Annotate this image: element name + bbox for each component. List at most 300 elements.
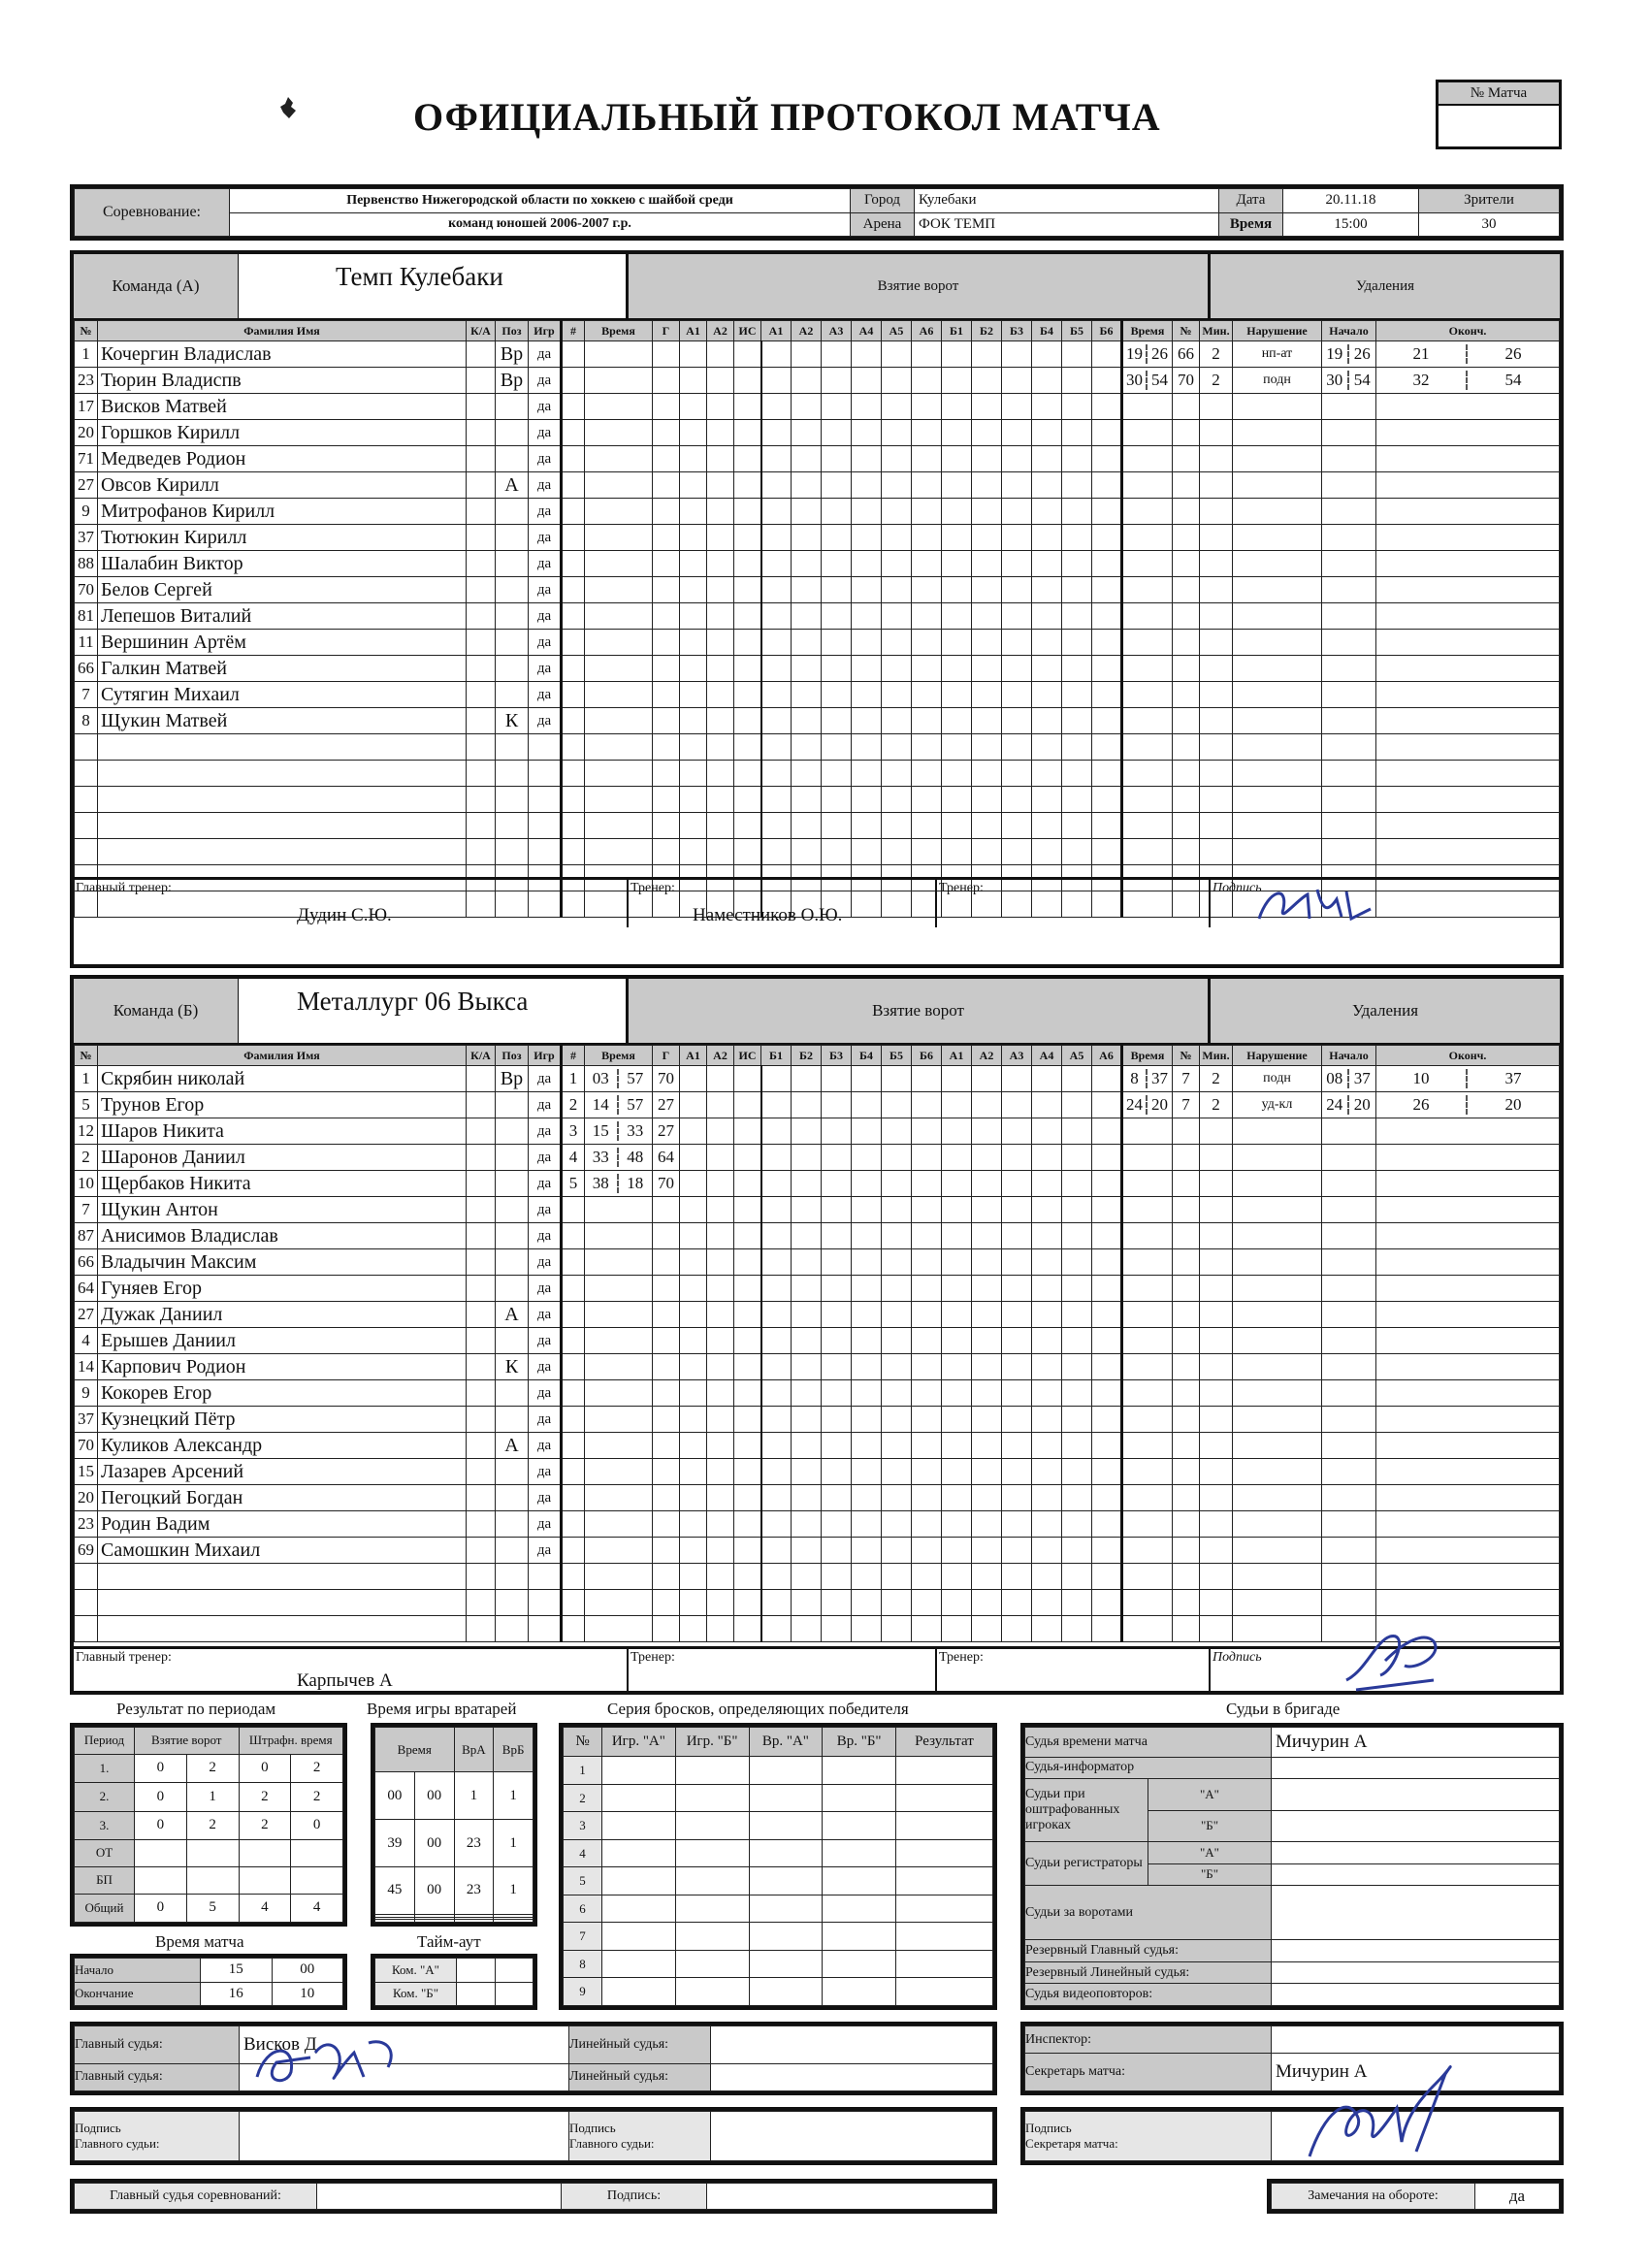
goal-cell [882,1249,912,1276]
goal-cell [1092,1118,1122,1145]
goal-cell [972,656,1002,682]
goal-cell [1062,1223,1092,1249]
player-name: Щукин Матвей [98,708,467,734]
goal-cell [761,630,792,656]
roster-row [75,1197,1560,1223]
goal-cell [912,787,942,813]
penalty-end [1376,1092,1560,1118]
goal-cell [792,551,822,577]
goal-cell [942,341,972,368]
timekeeper-label: Судья времени матча [1025,1728,1272,1758]
goal-cell [942,630,972,656]
penalty-time [1122,1302,1173,1328]
goal-number [562,839,585,865]
goal-cell [761,1564,792,1590]
col-goal-num: # [562,321,585,341]
goal-time [585,341,653,368]
goal-cell [852,1197,882,1223]
goal-cell [707,1066,734,1092]
player-played: да [529,1433,562,1459]
goal-cell [707,1433,734,1459]
goal-cell [1002,499,1032,525]
shootout-cell [749,1923,823,1951]
goal-number [562,1197,585,1223]
penalty-minutes [1200,1511,1233,1538]
penalty-start [1322,1066,1376,1092]
goal-cell [1092,1302,1122,1328]
col-ext-a5: Б6 [912,1046,942,1066]
goal-cell [680,1380,707,1407]
goal-scorer: 70 [653,1066,680,1092]
officials-title: Судьи в бригаде [1226,1700,1341,1718]
goal-cell [792,1459,822,1485]
goal-cell [882,368,912,394]
goal-cell [972,1197,1002,1223]
penalty-player [1173,1538,1200,1564]
goal-scorer [653,1249,680,1276]
goal-cell [680,1407,707,1433]
goal-number [562,1511,585,1538]
penalty-start [1322,420,1376,446]
period-row [75,1866,343,1894]
goal-cell [882,394,912,420]
goal-cell [761,603,792,630]
goal-cell [761,1380,792,1407]
player-number [75,761,98,787]
goal-cell [882,813,912,839]
penalty-player [1173,1354,1200,1380]
goal-cell [792,1590,822,1616]
player-position [496,1485,529,1511]
period-row [75,1894,343,1922]
penalty-player [1173,1302,1200,1328]
goal-cell [734,1564,761,1590]
goal-cell [1032,682,1062,708]
goal-cell [792,1276,822,1302]
goal-cell [707,1354,734,1380]
goal-cell [680,551,707,577]
penalty-player [1173,499,1200,525]
penalty-end [1376,1433,1560,1459]
goal-cell [822,525,852,551]
goal-cell [761,499,792,525]
player-name: Владычин Максим [98,1249,467,1276]
goal-scorer [653,499,680,525]
goal-cell [734,734,761,761]
penalty-player [1173,1380,1200,1407]
goalie-a: 23 [454,1820,494,1867]
goal-cell [1032,525,1062,551]
comp-ref-sign-label: Подпись: [562,2184,707,2210]
goal-cell [942,1092,972,1118]
penalty-time [1122,734,1173,761]
penalty-time [1122,1223,1173,1249]
goal-cell [912,1407,942,1433]
goal-cell [882,551,912,577]
goal-cell [882,1538,912,1564]
goal-cell [1092,1538,1122,1564]
goal-cell [822,1538,852,1564]
player-name: Митрофанов Кирилл [98,499,467,525]
goal-cell [972,341,1002,368]
goal-cell [912,1171,942,1197]
goal-cell [852,603,882,630]
shootout-no: 4 [564,1839,602,1867]
penalty-infraction [1233,1249,1322,1276]
penalty-player [1173,1485,1200,1511]
goal-cell [761,682,792,708]
goal-cell [912,708,942,734]
goal-cell [761,813,792,839]
penalty-infraction [1233,630,1322,656]
goal-cell [972,813,1002,839]
shootout-no: 5 [564,1867,602,1895]
player-ka [467,1407,496,1433]
col-a1: А1 [680,321,707,341]
goal-cell [792,761,822,787]
video-judge-label: Судья видеоповторов: [1025,1984,1272,2006]
penalty-time-sec: 37 [1151,1069,1168,1087]
penalty-end [1376,1066,1560,1092]
team-b-roster [74,1045,1560,1642]
goal-cell [942,1538,972,1564]
goal-cell [1062,813,1092,839]
player-played: да [529,472,562,499]
player-number: 17 [75,394,98,420]
goal-cell [822,603,852,630]
goal-cell [912,394,942,420]
player-position [496,682,529,708]
penalty-infraction: подн [1233,368,1322,394]
goal-cell [822,1197,852,1223]
player-number: 27 [75,472,98,499]
goal-cell [1092,1380,1122,1407]
period-label: 1. [75,1754,135,1782]
roster-row [75,341,1560,368]
penalty-player [1173,472,1200,499]
goal-cell [972,1171,1002,1197]
shootout-h-gb: Вр. "Б" [823,1728,896,1757]
player-name: Дужак Даниил [98,1302,467,1328]
penalty-end [1376,341,1560,368]
goal-cell [912,1590,942,1616]
period-pa [239,1839,291,1866]
penalty-time [1122,394,1173,420]
player-name: Шаров Никита [98,1118,467,1145]
goal-cell [1062,1564,1092,1590]
player-ka [467,1511,496,1538]
goal-cell [972,1538,1002,1564]
penalty-minutes [1200,551,1233,577]
goal-cell [882,472,912,499]
goal-cell [792,1249,822,1276]
goal-number [562,577,585,603]
goal-number [562,1223,585,1249]
penalty-end [1376,603,1560,630]
informer-label: Судья-информатор [1025,1757,1272,1779]
periods-h-period: Период [75,1728,135,1755]
goal-cell [707,603,734,630]
goal-cell [1092,708,1122,734]
goal-cell [852,420,882,446]
penalty-end [1376,1354,1560,1380]
goal-cell [852,341,882,368]
goal-cell [972,1380,1002,1407]
goal-cell [1032,630,1062,656]
goal-time [585,1485,653,1511]
goal-number [562,734,585,761]
goal-cell [822,1145,852,1171]
goal-cell [1032,446,1062,472]
goal-scorer [653,630,680,656]
roster-row [75,420,1560,446]
goal-cell [680,1485,707,1511]
penalty-infraction [1233,1407,1322,1433]
player-name: Скрябин николай [98,1066,467,1092]
shootout-cell [823,1895,896,1923]
goal-cell [1002,1223,1032,1249]
penalty-player [1173,525,1200,551]
goal-cell [942,420,972,446]
penalty-time-min: 8 [1123,1069,1148,1088]
goal-cell [1032,1616,1062,1642]
penalty-time [1122,1485,1173,1511]
period-gb: 2 [186,1754,239,1782]
penalty-minutes: 2 [1200,341,1233,368]
period-ga: 0 [135,1894,187,1922]
penalty-infraction [1233,682,1322,708]
goal-cell [707,394,734,420]
goal-number [562,761,585,787]
goal-cell [761,1590,792,1616]
player-played: да [529,1511,562,1538]
goal-cell [761,1511,792,1538]
player-ka [467,1459,496,1485]
col-ext-b1: А2 [972,1046,1002,1066]
penalty-infraction [1233,1276,1322,1302]
shootout-cell [675,1784,749,1812]
goal-cell [792,708,822,734]
col-pen-time: Время [1122,321,1173,341]
goal-cell [761,787,792,813]
match-number-label: № Матча [1439,82,1559,106]
goal-cell [1062,1066,1092,1092]
player-played: да [529,682,562,708]
goal-time-sec: 18 [627,1174,644,1192]
penalty-player [1173,551,1200,577]
period-row [75,1754,343,1782]
goal-cell [1032,1590,1062,1616]
penalty-infraction [1233,1485,1322,1511]
goal-cell [707,734,734,761]
goal-scorer [653,1538,680,1564]
goal-cell [792,394,822,420]
goal-cell [852,525,882,551]
penalty-player [1173,813,1200,839]
goal-cell [882,1066,912,1092]
penalty-end [1376,682,1560,708]
goal-scorer [653,708,680,734]
penalty-end [1376,551,1560,577]
goal-cell [852,1590,882,1616]
goal-cell [912,551,942,577]
period-ga: 0 [135,1783,187,1811]
goal-number [562,1328,585,1354]
roster-row [75,1276,1560,1302]
goal-cell [761,551,792,577]
goal-cell [852,1407,882,1433]
goal-cell [912,499,942,525]
goal-cell [912,656,942,682]
penalty-minutes [1200,1380,1233,1407]
goal-cell [852,394,882,420]
referee-signature [242,2024,407,2093]
goal-number [562,1302,585,1328]
player-position [496,1511,529,1538]
player-ka [467,630,496,656]
goal-cell [1092,603,1122,630]
goal-scorer [653,1380,680,1407]
time-label: Время [1219,212,1283,237]
goal-scorer: 70 [653,1171,680,1197]
player-number: 7 [75,1197,98,1223]
goal-cell [912,1249,942,1276]
player-position [496,1616,529,1642]
goal-cell [972,603,1002,630]
penalty-time [1122,525,1173,551]
goal-cell [972,1485,1002,1511]
player-position [496,1538,529,1564]
player-ka [467,394,496,420]
goal-cell [1092,682,1122,708]
goal-number [562,1380,585,1407]
goal-cell [822,1485,852,1511]
goal-time [585,1354,653,1380]
roster-row [75,499,1560,525]
goal-cell [1092,420,1122,446]
player-position [496,1380,529,1407]
goal-cell [942,682,972,708]
team-b-head-coach: Карпычев А [297,1670,393,1691]
player-number: 23 [75,1511,98,1538]
player-position [496,1171,529,1197]
goal-scorer [653,446,680,472]
shootout-cell [749,1978,823,2006]
goal-cell [1032,1302,1062,1328]
goal-cell [972,682,1002,708]
goal-cell [882,1276,912,1302]
goal-cell [942,1564,972,1590]
goal-cell [972,1407,1002,1433]
goal-cell [1092,656,1122,682]
col-play: Игр [529,1046,562,1066]
period-ga: 0 [135,1754,187,1782]
shootout-cell [749,1950,823,1978]
player-number: 23 [75,368,98,394]
goal-cell [912,420,942,446]
player-name: Лепешов Виталий [98,603,467,630]
goal-time [585,1590,653,1616]
player-position: А [496,472,529,499]
goal-cell [852,1066,882,1092]
goal-cell [1092,1433,1122,1459]
goal-cell [942,603,972,630]
goal-time [585,525,653,551]
penalty-minutes [1200,603,1233,630]
goal-cell [972,761,1002,787]
penalty-end [1376,368,1560,394]
goal-cell [822,420,852,446]
col-ext-a1: А2 [792,321,822,341]
col-no: № [75,321,98,341]
penalty-player [1173,394,1200,420]
penalty-end [1376,1380,1560,1407]
goal-cell [792,1354,822,1380]
player-position [496,1145,529,1171]
goal-time [585,577,653,603]
goal-cell [734,1249,761,1276]
roster-row [75,1118,1560,1145]
roster-row [75,813,1560,839]
player-played: да [529,1249,562,1276]
goal-scorer [653,551,680,577]
period-gb [186,1839,239,1866]
goal-cell [1032,1380,1062,1407]
match-start-h: 15 [201,1959,273,1983]
penalty-end [1376,734,1560,761]
goal-cell [822,1354,852,1380]
goal-cell [882,1092,912,1118]
shootout-cell [749,1812,823,1840]
player-ka [467,656,496,682]
goal-cell [761,1433,792,1459]
goal-cell [1092,813,1122,839]
goal-cell [1092,1223,1122,1249]
goal-cell [734,1302,761,1328]
goal-cell [852,499,882,525]
goal-cell [1032,1145,1062,1171]
goal-cell [1032,1118,1062,1145]
player-position [496,551,529,577]
goal-cell [1002,420,1032,446]
goal-cell [822,734,852,761]
penalty-start-sec: 26 [1353,344,1371,363]
goal-cell [792,656,822,682]
goal-cell [1092,1407,1122,1433]
goal-number: 1 [562,1066,585,1092]
roster-row [75,682,1560,708]
goal-cell [1002,368,1032,394]
goal-cell [822,1223,852,1249]
remarks-value: да [1475,2184,1560,2210]
goal-cell [734,708,761,734]
penalty-start [1322,1145,1376,1171]
player-name [98,787,467,813]
goal-cell [882,734,912,761]
goal-cell [680,1249,707,1276]
goal-cell [972,1092,1002,1118]
goal-time [585,446,653,472]
penalty-end [1376,1459,1560,1485]
goal-scorer [653,787,680,813]
goal-cell [822,708,852,734]
penalty-time [1122,1564,1173,1590]
goal-number [562,1564,585,1590]
roster-row [75,1249,1560,1276]
penalty-end [1376,630,1560,656]
goal-time [585,1092,653,1118]
shootout-cell [602,1950,676,1978]
